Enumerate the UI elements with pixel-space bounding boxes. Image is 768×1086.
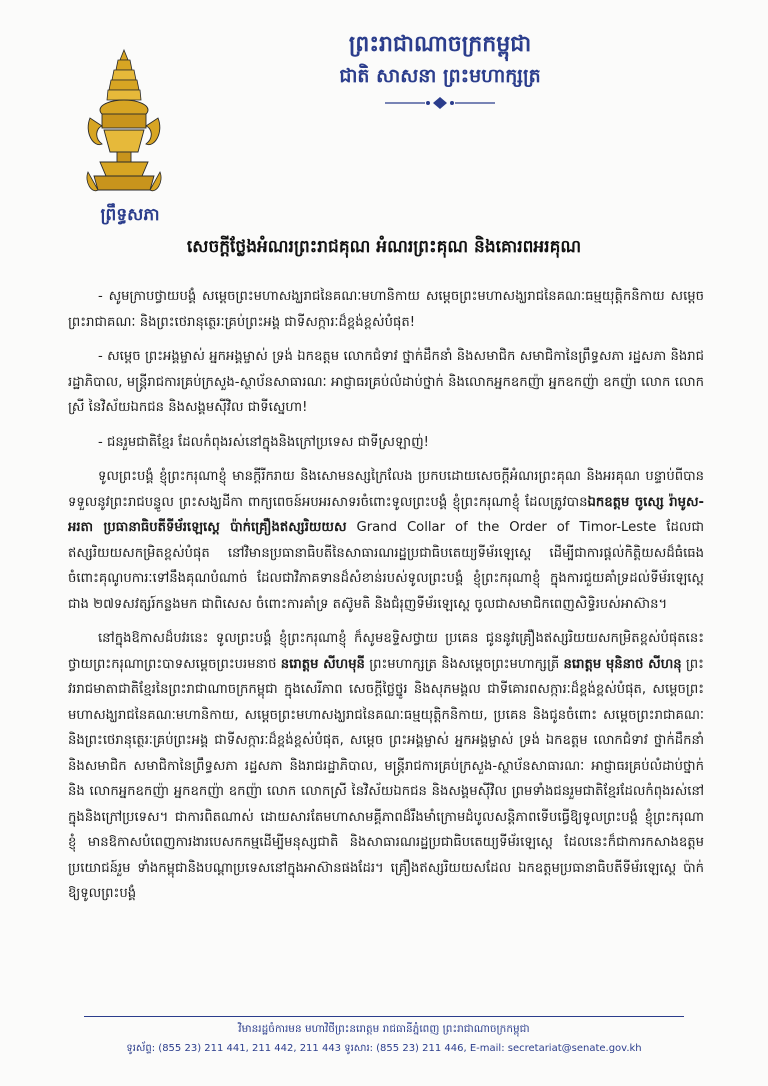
salutation-3: - ជនរួមជាតិខ្មែរ ដែលកំពុងរស់នៅក្នុងនិងក្រៅប្រទេស ជាទីស្រឡាញ់!	[98, 434, 429, 450]
national-motto: ជាតិ សាសនា ព្រះមហាក្សត្រ	[339, 65, 541, 87]
header-ornament-icon	[385, 97, 495, 109]
royal-crest-emblem-icon	[84, 48, 164, 198]
footer-divider	[84, 1016, 684, 1017]
paragraph-1-text-b: ដែលជាឥស្សរិយយសកម្រិតខ្ពស់បំផុត នៅវិមានប្រធានាធិបតីនៃសាធារណរដ្ឋប្រជាធិបតេយ្យទីម័រឡេស្តេ ដើម្បីជាការផ្តល់កិត្តិយសដ៏ធំធេងចំពោះគុណូបការៈទៅនឹងគុណបំណាច់ ដែលជាវិភាគទានដ៏សំខាន់របស់ទូលព្រះបង្គំ ខ្ញុំព្រះករុណាខ្ញុំ ក្នុងការជួយគាំទ្រដល់ទីម័រឡេស្តេ ជាង ២៧ទសវត្សរ៍កន្លងមក ជាពិសេស ចំពោះការគាំទ្រ តស៊ូមតិ និងជំរុញទីម័រឡេស្តេ ចូលជាសមាជិកពេញសិទ្ធិរបស់អាស៊ាន។	[68, 520, 704, 612]
document-body	[68, 284, 704, 1006]
paragraph-2-text-b: ព្រះមហាក្សត្រ និងសម្តេចព្រះមហាក្សត្រី	[369, 656, 560, 672]
paragraph-1	[68, 464, 704, 617]
paragraph-2-text-c: ព្រះវររាជមាតាជាតិខ្មែរនៃព្រះរាជាណាចក្រកម្ពុជា ក្នុងសេរីភាព សេចក្តីថ្លៃថ្នូរ និងសុភមង្គល ជាទីគោរពសក្ការៈដ៏ខ្ពង់ខ្ពស់បំផុត, សម្តេចព្រះមហាសង្ឃរាជនៃគណៈមហានិកាយ, សម្តេចព្រះមហាសង្ឃរាជនៃគណៈធម្មយុត្តិកនិកាយ, ប្រគេន និងជូនចំពោះ សម្តេចព្រះរាជាគណៈ និងព្រះថេរានុត្ថេរៈគ្រប់ព្រះអង្គ ជាទីសក្ការៈដ៏ខ្ពង់ខ្ពស់បំផុត, សម្តេច ព្រះអង្គម្ចាស់ អ្នកអង្គម្ចាស់ ទ្រង់ ឯកឧត្តម លោកជំទាវ ថ្នាក់ដឹកនាំ និងសមាជិក សមាជិកានៃព្រឹទ្ធសភា រដ្ឋសភា និងរាជរដ្ឋាភិបាល, មន្ត្រីរាជការគ្រប់ក្រសួង-ស្ថាប័នសាធារណៈ អាជ្ញាធរគ្រប់លំដាប់ថ្នាក់ និង លោកអ្នកឧកញ៉ា អ្នកឧកញ៉ា ឧកញ៉ា លោក លោកស្រី នៃវិស័យឯកជន និងសង្គមស៊ីវិល ព្រមទាំងជនរួមជាតិខ្មែរដែលកំពុងរស់នៅក្នុងនិងក្រៅប្រទេស។ ជាការពិតណាស់ ដោយសារតែមហាសាមគ្គីភាពដ៏រឹងមាំក្រោមដំបូលសន្តិភាពទើបធ្វើឱ្យទូលព្រះបង្គំ ខ្ញុំព្រះករុណាខ្ញុំ មានឱកាសបំពេញការងារបេសកកម្មដើម្បីមនុស្សជាតិ និងសាធារណរដ្ឋប្រជាធិបតេយ្យទីម័រឡេស្តេ ដែលនេះក៏ជាការកសាងឧត្តមប្រយោជន៍រួម ទាំងកម្ពុជានិងបណ្តាប្រទេសនៅក្នុងអាស៊ានផងដែរ។ គ្រឿងឥស្សរិយយសដែល ឯកឧត្តមប្រធានាធិបតីទីម័រឡេស្តេ ប៉ាក់ឱ្យទូលព្រះបង្គំ	[68, 656, 704, 901]
paragraph-2-text-a: នៅក្នុងឱកាសដ៏បវរនេះ ទូលព្រះបង្គំ ខ្ញុំព្រះករុណាខ្ញុំ ក៏សូមឧទ្ទិសថ្វាយ ប្រគេន ជូននូវគ្រឿងឥស្សរិយយសកម្រិតខ្ពស់បំផុតនេះ ថ្វាយព្រះករុណាព្រះបាទសម្តេចព្រះបរមនាថ	[68, 631, 704, 672]
paragraph-1-text-a: ទូលព្រះបង្គំ ខ្ញុំព្រះករុណាខ្ញុំ មានក្តីរីករាយ និងសោមនស្សក្រៃលែង ប្រកបដោយសេចក្តីអំណរព្រះគុណ និងអរគុណ បន្ទាប់ពីបានទទួលនូវព្រះរាជបន្ទូល ព្រះសង្ឃដីកា ពាក្យពេចន៍អបអរសាទរចំពោះទូលព្រះបង្គំ ខ្ញុំព្រះករុណាខ្ញុំ ដែលត្រូវបាន	[68, 469, 704, 510]
document-title: សេចក្តីថ្លែងអំណរព្រះរាជគុណ អំណរព្រះគុណ និងគោរពអរគុណ	[186, 237, 582, 257]
footer-contact: ទូរស័ព្ទ: (855 23) 211 441, 211 442, 211 443 ទូរសារ: (855 23) 211 446, E-mail: secretariat@senate.gov.kh	[126, 1043, 642, 1054]
salutation-1: - សូមក្រាបថ្វាយបង្គំ សម្តេចព្រះមហាសង្ឃរាជនៃគណៈមហានិកាយ សម្តេចព្រះមហាសង្ឃរាជនៃគណៈធម្មយុត្តិកនិកាយ សម្តេចព្រះរាជាគណៈ និងព្រះថេរានុត្ថេរៈគ្រប់ព្រះអង្គ ជាទីសក្ការៈដ៏ខ្ពង់ខ្ពស់បំផុត!	[68, 289, 704, 330]
paragraph-1-english: Grand Collar of the Order of Timor-Leste	[356, 520, 657, 535]
kingdom-heading: ព្រះរាជាណាចក្រកម្ពុជា	[348, 31, 532, 57]
paragraph-2-bold-1: នរោត្តម សីហមុនី	[280, 656, 365, 672]
paragraph-2-bold-2: នរោត្តម មុនិនាថ សីហនុ	[563, 656, 682, 672]
salutation-2: - សម្តេច ព្រះអង្គម្ចាស់ អ្នកអង្គម្ចាស់ ទ្រង់ ឯកឧត្តម លោកជំទាវ ថ្នាក់ដឹកនាំ និងសមាជិក សមាជិកានៃព្រឹទ្ធសភា រដ្ឋសភា និងរាជរដ្ឋាភិបាល, មន្ត្រីរាជការគ្រប់ក្រសួង-ស្ថាប័នសាធារណៈ អាជ្ញាធរគ្រប់លំដាប់ថ្នាក់ និងលោកអ្នកឧកញ៉ា អ្នកឧកញ៉ា ឧកញ៉ា លោក លោកស្រី នៃវិស័យឯកជន និងសង្គមស៊ីវិល ជាទីស្នេហា!	[68, 349, 704, 415]
paragraph-1-bold: ឯកឧត្តម ចូស្សេ រ៉ាមូស-អរតា ប្រធានាធិបតីទីម័រឡេស្តេ ប៉ាក់គ្រឿងឥស្សរិយយស	[68, 494, 704, 535]
institution-name: ព្រឹទ្ធសភា	[100, 205, 160, 225]
footer-address: វិមានរដ្ឋចំការមន មហាវិថីព្រះនរោត្តម រាជធានីភ្នំពេញ ព្រះរាជាណាចក្រកម្ពុជា	[238, 1023, 530, 1035]
paragraph-2	[68, 626, 704, 907]
